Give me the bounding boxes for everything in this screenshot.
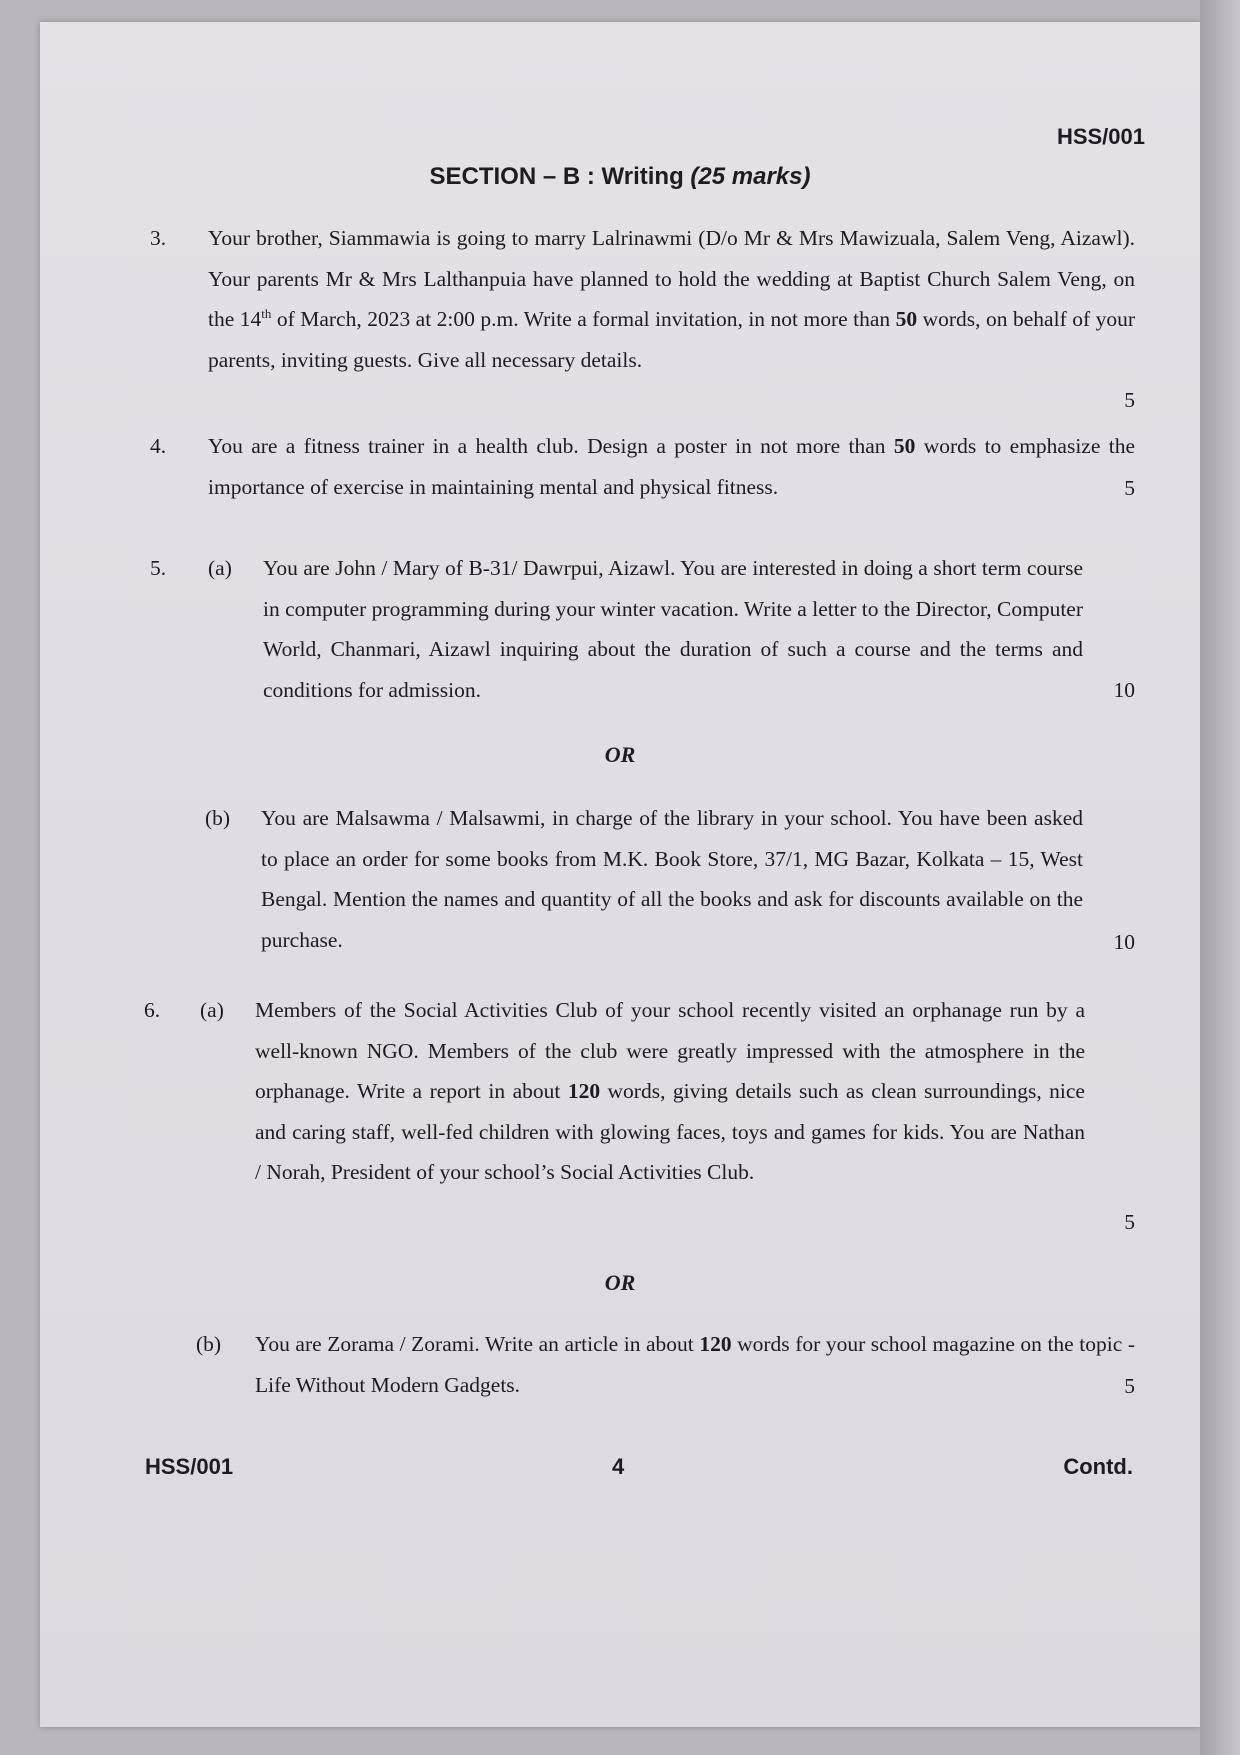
section-title xyxy=(0,163,1240,191)
marks: 5 xyxy=(1124,1374,1135,1398)
footer-contd: Contd. xyxy=(1063,1454,1133,1479)
question-5b xyxy=(150,798,1135,968)
question-number: 3. xyxy=(150,226,167,250)
section-label: SECTION – B : Writing xyxy=(429,163,684,190)
question-text-part: words for your school magazine on the topic - Life Without Modern Gadgets. xyxy=(255,1332,1135,1397)
marks: 5 xyxy=(1124,1210,1135,1234)
word-limit: 120 xyxy=(567,1079,601,1103)
question-4 xyxy=(150,426,1135,511)
or-divider: OR xyxy=(604,742,636,767)
question-5a xyxy=(150,548,1135,718)
question-6b xyxy=(144,1324,1135,1414)
question-text xyxy=(208,218,1135,380)
question-text-part: of March, 2023 at 2:00 p.m. Write a formal invitation, in not more than xyxy=(271,307,896,331)
marks: 5 xyxy=(1124,476,1135,500)
marks: 5 xyxy=(1124,388,1135,412)
question-text-part: Your brother, Siammawia is going to marry Lalrinawmi (D/o Mr & Mrs Mawizuala, Salem Veng, Aizawl). Your parents Mr & Mrs Lalthanpuia have planned to hold the wedding at Baptist Church Salem Veng, on the 14 xyxy=(208,226,1135,331)
superscript: th xyxy=(261,305,272,321)
question-text-part: Members of the Social Activities Club of your school recently visited an orphanage run by a well-known NGO. Members of the club were greatly impressed with the atmosphere in the orphanage. Write a report in about xyxy=(255,998,1085,1103)
word-limit: 50 xyxy=(893,434,916,458)
question-text xyxy=(208,426,1135,507)
question-number: 4. xyxy=(150,434,167,458)
question-text-part: You are a fitness trainer in a health club. Design a poster in not more than xyxy=(208,434,894,458)
question-text: You are John / Mary of B-31/ Dawrpui, Aizawl. You are interested in doing a short term course in computer programming during your winter vacation. Write a letter to the Director, Computer World, Chanmari, Aizawl inquiring about the duration of such a course and the terms and conditions for admission. xyxy=(263,556,1084,702)
section-marks: (25 marks) xyxy=(690,163,811,190)
question-part: (b) xyxy=(196,1332,222,1356)
question-number: 6. xyxy=(144,998,161,1022)
paper-code-header: HSS/001 xyxy=(1056,124,1145,149)
question-text-part: words to emphasize the importance of exercise in maintaining mental and physical fitness. xyxy=(208,434,1135,499)
question-text xyxy=(255,990,1085,1193)
question-6a xyxy=(144,990,1135,1240)
word-limit: 120 xyxy=(699,1332,732,1356)
question-text-part: You are Zorama / Zorami. Write an article in about xyxy=(255,1332,700,1356)
question-number: 5. xyxy=(150,556,167,580)
question-text: You are Malsawma / Malsawmi, in charge of the library in your school. You have been asked to place an order for some books from M.K. Book Store, 37/1, MG Bazar, Kolkata – 15, West Bengal. Mention the names and quantity of all the books and ask for discounts available on the purchase. xyxy=(261,806,1083,952)
question-text-part: words, giving details such as clean surroundings, nice and caring staff, well-fed children with glowing faces, toys and games for kids. You are Nathan / Norah, President of your school’s Social Activities Club. xyxy=(255,1079,1085,1184)
page-number: 4 xyxy=(612,1454,625,1479)
question-part: (a) xyxy=(200,998,224,1022)
footer-paper-code: HSS/001 xyxy=(145,1454,234,1479)
question-part: (b) xyxy=(205,806,231,830)
page-edge-shadow xyxy=(1200,0,1240,1755)
question-3 xyxy=(150,218,1135,423)
or-divider: OR xyxy=(604,1270,636,1295)
question-text xyxy=(255,1324,1135,1405)
word-limit: 50 xyxy=(895,307,918,331)
question-text-part: words, on behalf of your parents, inviting guests. Give all necessary details. xyxy=(208,307,1135,372)
marks: 10 xyxy=(1113,930,1135,954)
marks: 10 xyxy=(1113,678,1135,702)
question-part: (a) xyxy=(208,556,232,580)
